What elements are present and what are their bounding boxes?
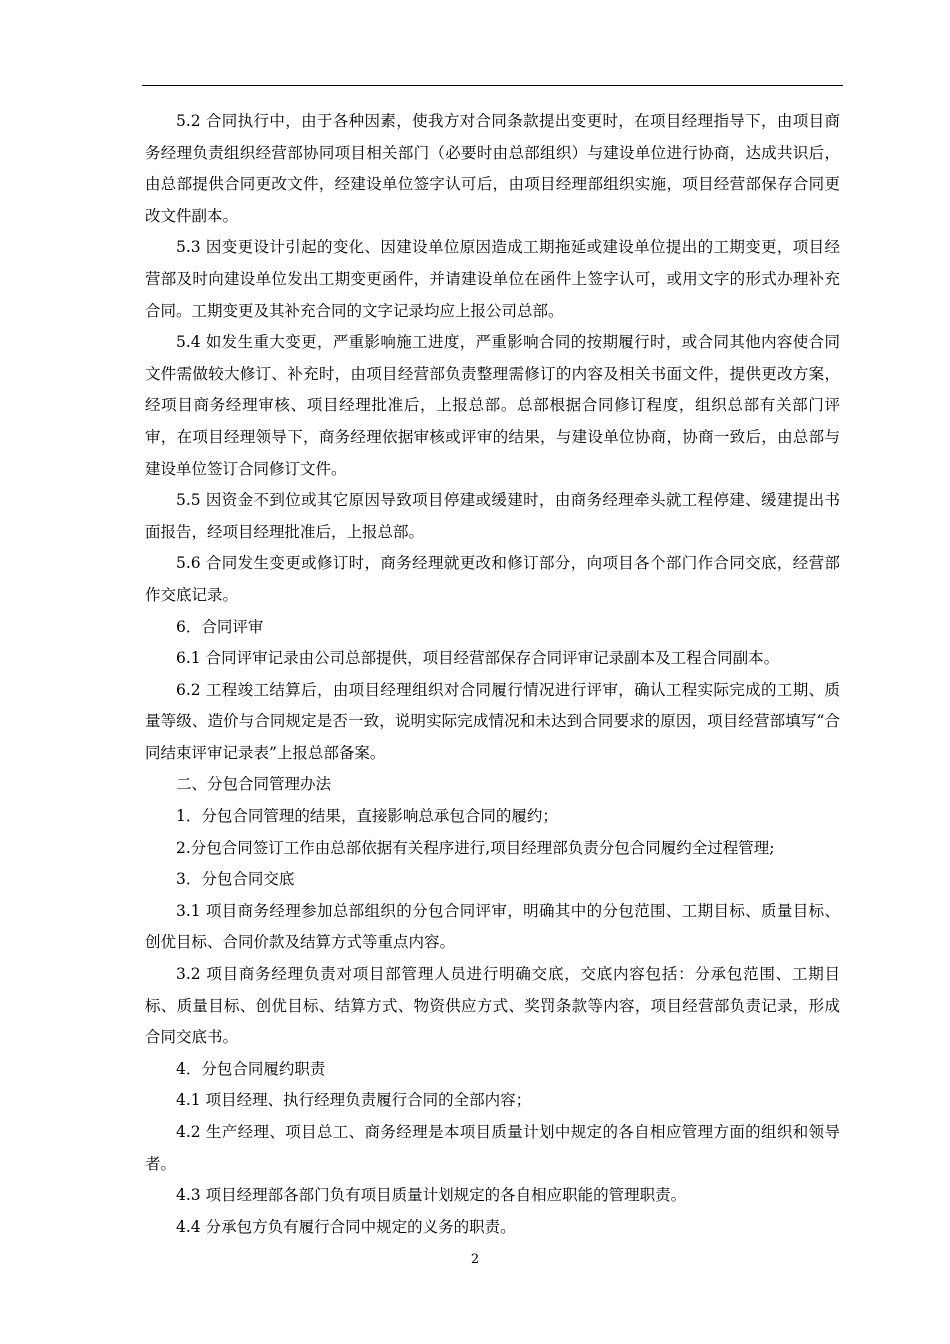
document-body: [145, 106, 840, 1243]
paragraph-5-4: 5.4 如发生重大变更，严重影响施工进度，严重影响合同的按期履行时，或合同其他内容使合同文件需做较大修订、补充时，由项目经营部负责整理需修订的内容及相关书面文件，提供更改方案，经项目商务经理审核、项目经理批准后，上报总部。总部根据合同修订程度，组织总部有关部门评审，在项目经理领导下，商务经理依据审核或评审的结果，与建设单位协商，协商一致后，由总部与建设单位签订合同修订文件。: [145, 333, 840, 478]
heading-4-performance-duties: 4．分包合同履约职责: [176, 1059, 326, 1078]
paragraph-5-5: 5.5 因资金不到位或其它原因导致项目停建或缓建时，由商务经理牵头就工程停建、缓建提出书面报告，经项目经理批准后，上报总部。: [145, 491, 840, 541]
paragraph-sub-1: 1．分包合同管理的结果，直接影响总承包合同的履约；: [176, 807, 558, 826]
paragraph-4-1: 4.1 项目经理、执行经理负责履行合同的全部内容；: [176, 1091, 532, 1110]
paragraph-3-2: 3.2 项目商务经理负责对项目部管理人员进行明确交底，交底内容包括：分承包范围、工期目标、质量目标、创优目标、结算方式、物资供应方式、奖罚条款等内容，项目经营部负责记录，形成合同交底书。: [145, 965, 840, 1047]
heading-subcontract-management: 二、分包合同管理办法: [176, 775, 332, 794]
paragraph-4-3: 4.3 项目经理部各部门负有项目质量计划规定的各自相应职能的管理职责。: [176, 1186, 687, 1205]
paragraph-5-3: 5.3 因变更设计引起的变化、因建设单位原因造成工期拖延或建设单位提出的工期变更，项目经营部及时向建设单位发出工期变更函件，并请建设单位在函件上签字认可，或用文字的形式办理补充合同。工期变更及其补充合同的文字记录均应上报公司总部。: [145, 238, 840, 320]
paragraph-4-2: 4.2 生产经理、项目总工、商务经理是本项目质量计划中规定的各自相应管理方面的组织和领导者。: [145, 1123, 840, 1173]
heading-3-subcontract-briefing: 3．分包合同交底: [176, 870, 295, 889]
paragraph-5-6: 5.6 合同发生变更或修订时，商务经理就更改和修订部分，向项目各个部门作合同交底，经营部作交底记录。: [145, 554, 840, 604]
page-number: 2: [470, 1252, 480, 1267]
header-rule: [142, 85, 843, 86]
paragraph-5-2: 5.2 合同执行中，由于各种因素，使我方对合同条款提出变更时，在项目经理指导下，由项目商务经理负责组织经营部协同项目相关部门（必要时由总部组织）与建设单位进行协商，达成共识后，由总部提供合同更改文件，经建设单位签字认可后，由项目经理部组织实施，项目经营部保存合同更改文件副本。: [145, 112, 840, 225]
paragraph-6-2: 6.2 工程竣工结算后，由项目经理组织对合同履行情况进行评审，确认工程实际完成的工期、质量等级、造价与合同规定是否一致，说明实际完成情况和未达到合同要求的原因，项目经营部填写“合同结束评审记录表”上报总部备案。: [145, 680, 840, 762]
paragraph-sub-2: 2.分包合同签订工作由总部依据有关程序进行,项目经理部负责分包合同履约全过程管理;: [176, 838, 775, 857]
paragraph-4-4: 4.4 分承包方负有履行合同中规定的义务的职责。: [176, 1217, 516, 1236]
heading-6-contract-review: 6．合同评审: [176, 617, 264, 636]
paragraph-6-1: 6.1 合同评审记录由公司总部提供，项目经营部保存合同评审记录副本及工程合同副本。: [176, 649, 780, 668]
paragraph-3-1: 3.1 项目商务经理参加总部组织的分包合同评审，明确其中的分包范围、工期目标、质量目标、创优目标、合同价款及结算方式等重点内容。: [145, 901, 840, 952]
